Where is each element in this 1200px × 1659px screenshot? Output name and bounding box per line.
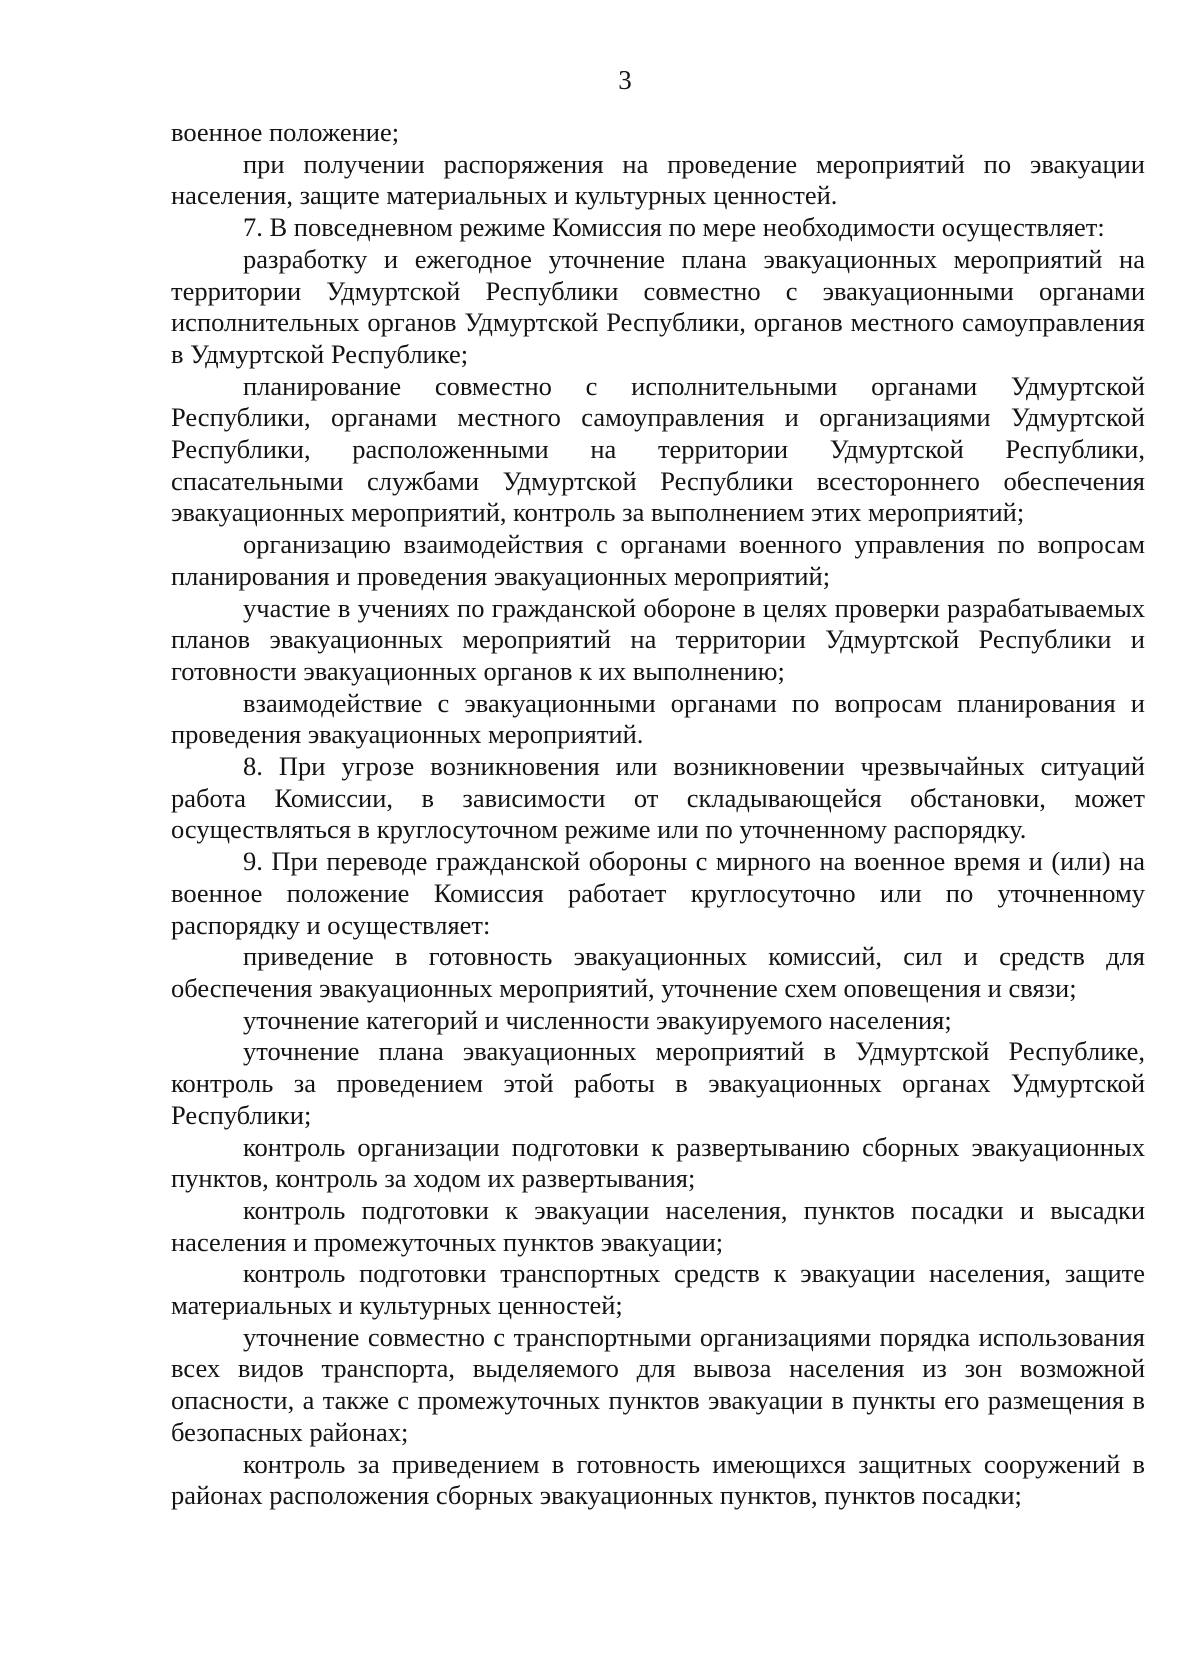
paragraph: 7. В повседневном режиме Комиссия по мере необходимости осуществляет: bbox=[243, 212, 1105, 243]
paragraph: уточнение категорий и численности эвакуируемого населения; bbox=[243, 1004, 952, 1035]
paragraph: разработку и ежегодное уточнение плана эвакуационных мероприятий на территории Удмуртской Республики совместно с эвакуационными органами исполнительных органов Удмуртской Республики, органов местного самоуправления в Удмуртской Республике; bbox=[171, 243, 1145, 369]
paragraph: участие в учениях по гражданской обороне в целях проверки разрабатываемых планов эвакуационных мероприятий на территории Удмуртской Республики и готовности эвакуационных органов к их выполнению; bbox=[171, 592, 1145, 686]
paragraph: 9. При переводе гражданской обороны с мирного на военное время и (или) на военное положение Комиссия работает круглосуточно или по уточненному распорядку и осуществляет: bbox=[171, 846, 1145, 940]
paragraph: военное положение; bbox=[171, 117, 400, 147]
paragraph: планирование совместно с исполнительными органами Удмуртской Республики, органами местного самоуправления и организациями Удмуртской Республики, расположенными на территории Удмуртской Республики, спасательными службами Удмуртской Республики всестороннего обеспечения эвакуационных мероприятий, контроль за выполнением этих мероприятий; bbox=[171, 370, 1145, 528]
paragraph: 8. При угрозе возникновения или возникновении чрезвычайных ситуаций работа Комиссии, в зависимости от складывающейся обстановки, может осуществляться в круглосуточном режиме или по уточненному распорядку. bbox=[171, 751, 1145, 845]
paragraph: контроль подготовки транспортных средств к эвакуации населения, защите материальных и культурных ценностей; bbox=[171, 1258, 1145, 1321]
document-body bbox=[171, 117, 1145, 1512]
paragraph: при получении распоряжения на проведение мероприятий по эвакуации населения, защите материальных и культурных ценностей. bbox=[171, 148, 1145, 211]
paragraph: контроль организации подготовки к развертыванию сборных эвакуационных пунктов, контроль за ходом их развертывания; bbox=[171, 1131, 1145, 1194]
page-number: 3 bbox=[618, 65, 632, 95]
paragraph: контроль за приведением в готовность имеющихся защитных сооружений в районах расположения сборных эвакуационных пунктов, пунктов посадки; bbox=[171, 1448, 1145, 1511]
paragraph: контроль подготовки к эвакуации населения, пунктов посадки и высадки населения и промежуточных пунктов эвакуации; bbox=[171, 1194, 1145, 1257]
paragraph: уточнение плана эвакуационных мероприятий в Удмуртской Республике, контроль за проведением этой работы в эвакуационных органах Удмуртской Республики; bbox=[171, 1036, 1145, 1130]
paragraph: приведение в готовность эвакуационных комиссий, сил и средств для обеспечения эвакуационных мероприятий, уточнение схем оповещения и связи; bbox=[171, 941, 1145, 1003]
paragraph: взаимодействие с эвакуационными органами по вопросам планирования и проведения эвакуационных мероприятий. bbox=[171, 687, 1145, 750]
paragraph: организацию взаимодействия с органами военного управления по вопросам планирования и проведения эвакуационных мероприятий; bbox=[171, 529, 1145, 591]
paragraph: уточнение совместно с транспортными организациями порядка использования всех видов транспорта, выделяемого для вывоза населения из зон возможной опасности, а также с промежуточных пунктов эвакуации в пункты его размещения в безопасных районах; bbox=[171, 1321, 1145, 1447]
